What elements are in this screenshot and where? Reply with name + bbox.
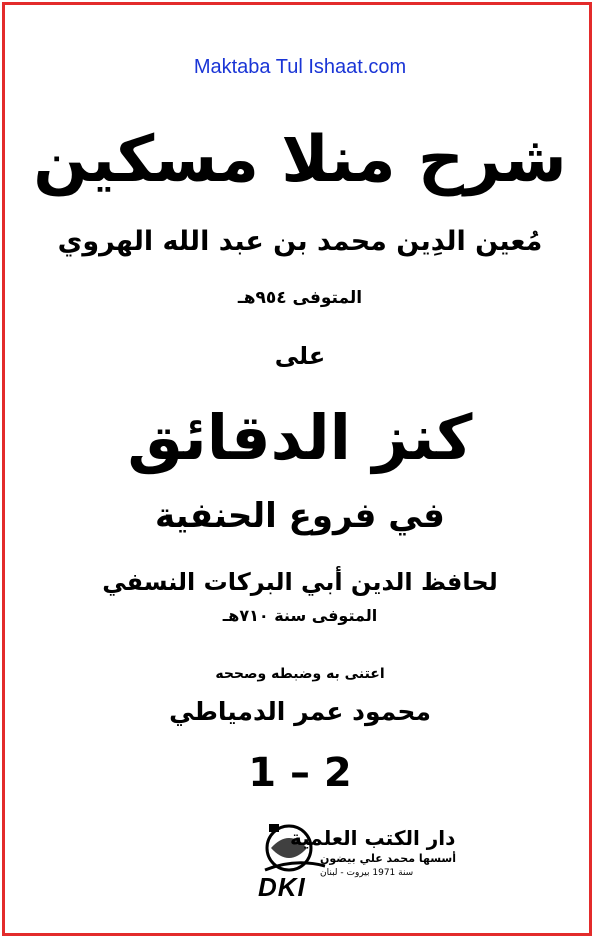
publisher-founder: أسسها محمد علي بيضون: [320, 852, 457, 865]
main-title: شرح منلا مسكين: [33, 123, 567, 197]
ala-connector: على: [274, 342, 326, 370]
editor-name: محمود عمر الدمياطي: [169, 697, 431, 726]
base-title: كنز الدقائق: [127, 401, 473, 474]
website-label: Maktaba Tul Ishaat.com: [193, 56, 407, 78]
editor-intro: اعتنى به وضبطه وصححه: [215, 666, 385, 682]
commentary-author: مُعين الدِين محمد بن عبد الله الهروي: [57, 226, 543, 257]
volume-numbers: 1 – 2: [248, 750, 352, 796]
publisher-logo-text: DKI: [258, 872, 306, 902]
base-author-death: المتوفى سنة ٧١٠هـ: [222, 606, 378, 625]
commentary-author-death: المتوفى ٩٥٤هـ: [237, 288, 363, 308]
publisher-established: سنة 1971 بيروت - لبنان: [320, 868, 414, 878]
subtitle: في فروع الحنفية: [155, 496, 445, 536]
publisher-name: دار الكتب العلمية: [290, 826, 456, 850]
base-author: لحافظ الدين أبي البركات النسفي: [102, 568, 498, 596]
